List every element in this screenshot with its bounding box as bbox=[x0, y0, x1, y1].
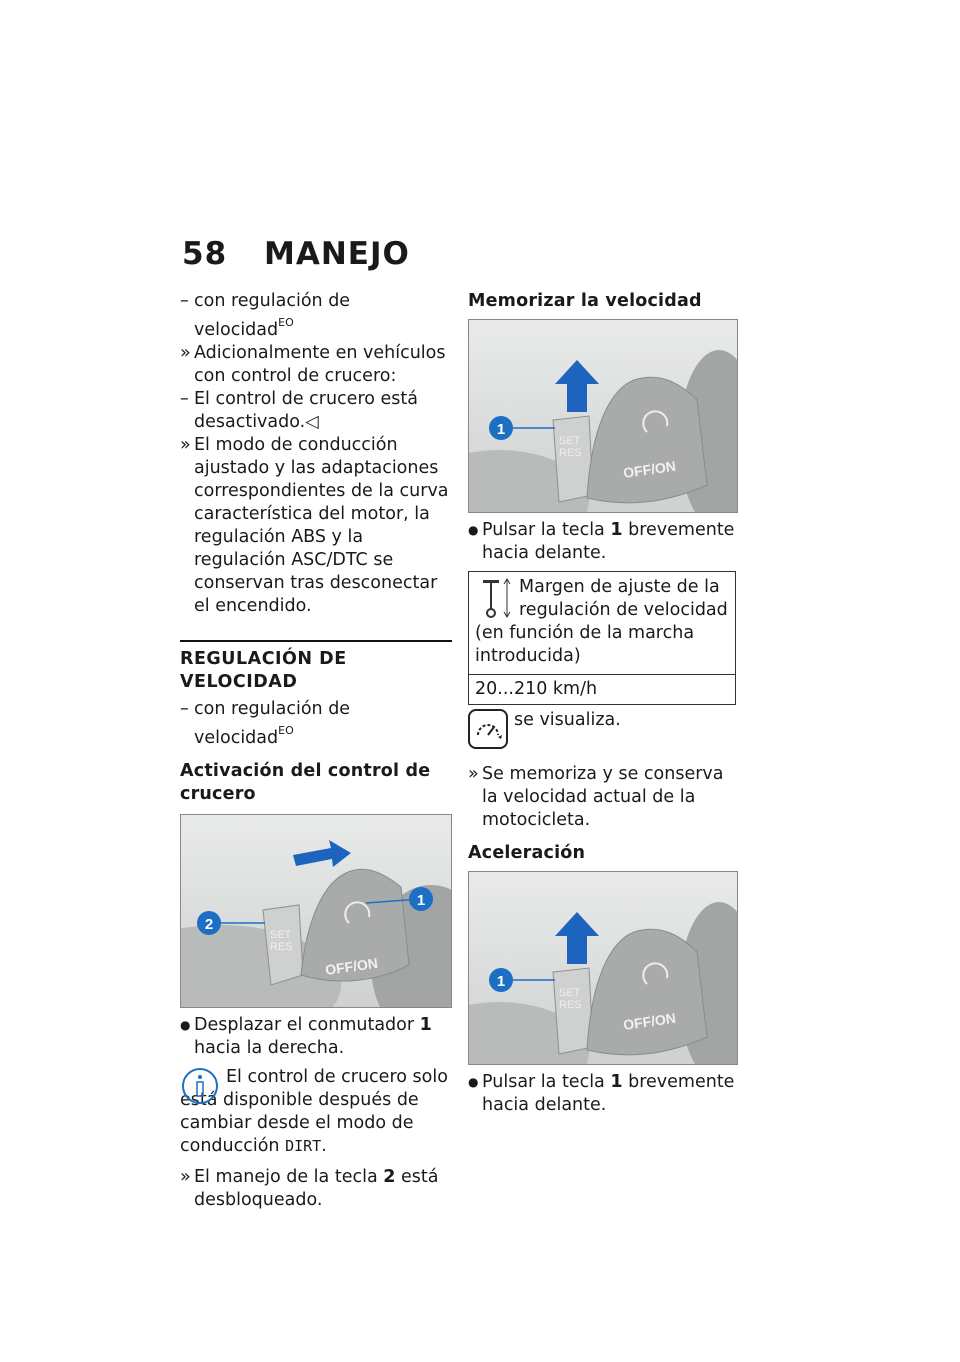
condition-line: – con regulación de velocidad$^{EO}$ bbox=[180, 291, 351, 340]
instruction-bullet: ● Desplazar el conmutador 1 hacia la derecha. bbox=[180, 1014, 432, 1058]
table-header: Margen de ajuste de la regulación de velocidad (en función de la marcha introducida) bbox=[469, 572, 735, 675]
callout-1: 1 bbox=[496, 421, 506, 438]
result-line: » El modo de conducción ajustado y las adaptaciones correspondientes de la curva característica del motor, la regulación ABS y la regulación ASC/DTC se conservan tras desconectar el encendido. bbox=[180, 434, 449, 616]
set-label: SET bbox=[559, 435, 581, 447]
set-button-illustration bbox=[468, 319, 738, 513]
section-heading: REGULACIÓN DE VELOCIDAD bbox=[180, 640, 452, 694]
right-column bbox=[468, 290, 740, 1117]
set-label: SET bbox=[559, 987, 581, 999]
left-column bbox=[180, 290, 452, 1212]
condition-line: – El control de crucero está desactivado.◁ bbox=[180, 388, 418, 432]
result-line: » Adicionalmente en vehículos con control de crucero: bbox=[180, 342, 446, 386]
callout-1: 1 bbox=[496, 973, 506, 990]
eo-marker: EO bbox=[278, 723, 294, 737]
instruction-bullet: ● Pulsar la tecla 1 brevemente hacia delante. bbox=[468, 1072, 735, 1115]
res-label: RES bbox=[559, 999, 582, 1011]
offon-label: OFF/ON bbox=[324, 954, 379, 978]
callout-1: 1 bbox=[416, 891, 426, 909]
speed-range-table bbox=[468, 571, 736, 705]
section-title: MANEJO bbox=[264, 236, 410, 272]
subheading: Memorizar la velocidad bbox=[468, 291, 702, 311]
page-number: 58 bbox=[182, 236, 228, 272]
acceleration-illustration bbox=[468, 871, 738, 1065]
page-header bbox=[182, 236, 410, 272]
eo-marker: EO bbox=[278, 316, 294, 329]
result-line: » Se memoriza y se conserva la velocidad actual de la motocicleta. bbox=[468, 764, 724, 830]
offon-label: OFF/ON bbox=[622, 1009, 677, 1033]
speed-range-icon bbox=[475, 576, 515, 620]
table-value: 20...210 km/h bbox=[475, 679, 598, 699]
cruise-control-display-icon bbox=[468, 709, 508, 749]
end-marker-icon: ◁ bbox=[305, 411, 319, 432]
subheading: Activación del control de crucero bbox=[180, 760, 431, 804]
info-icon bbox=[180, 1066, 220, 1106]
result-line: » El manejo de la tecla 2 está desbloqueado. bbox=[180, 1166, 439, 1210]
mode-code: DIRT bbox=[285, 1136, 322, 1155]
set-label: SET bbox=[270, 928, 292, 941]
offon-label: OFF/ON bbox=[622, 457, 677, 481]
condition-line: – con regulación de velocidad$^{EO}$ bbox=[180, 698, 351, 748]
cruise-switch-illustration bbox=[180, 814, 452, 1008]
res-label: RES bbox=[559, 447, 582, 459]
display-note: se visualiza. bbox=[468, 709, 740, 757]
callout-2: 2 bbox=[204, 915, 214, 933]
info-note: El control de crucero solo está disponible después de cambiar desde el modo de conducción DIRT. bbox=[180, 1066, 448, 1156]
res-label: RES bbox=[270, 940, 293, 953]
subheading: Aceleración bbox=[468, 843, 586, 863]
instruction-bullet: ● Pulsar la tecla 1 brevemente hacia delante. bbox=[468, 520, 735, 563]
